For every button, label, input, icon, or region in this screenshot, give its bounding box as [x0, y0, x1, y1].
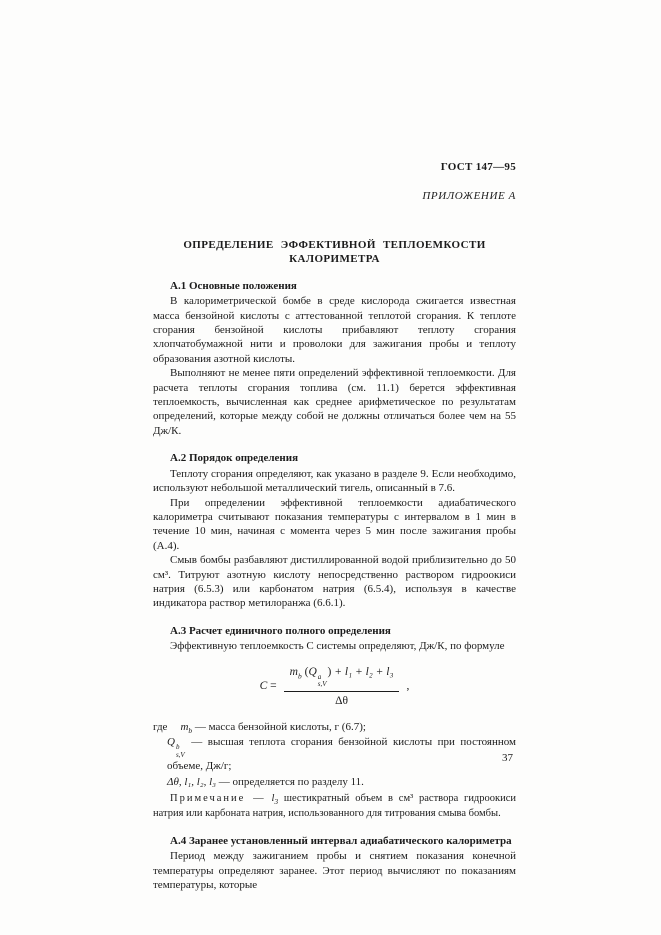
note-text: шестикратный объем в см³ раствора гидроокиси натрия или карбоната натрия, использованного для титрования смыва бомбы.: [153, 793, 517, 819]
where-term-q: Q: [167, 736, 175, 749]
where-item-q: [153, 735, 516, 773]
formula-l-terms: + l₁ + l₂ + l₃: [334, 665, 394, 678]
where-text-delta: — определяется по разделу 11.: [218, 775, 364, 788]
formula-mass-symbol: m: [289, 665, 298, 678]
paragraph-a1-1: В калориметрической бомбе в среде кислорода сжигается известная масса бензойной кислоты с аттестованной теплотой сгорания. К теплоте сгорания бензойной кислоты прибавляют теплоту сгорания хлопчатобумажной нити и проволоки для зажигания пробы и теплоту образования азотной кислоты.: [153, 295, 516, 365]
where-term-delta: Δθ, l₁, l₂, l₃: [167, 775, 217, 788]
where-term-q-superscript: b: [175, 743, 180, 752]
where-item-delta: [153, 775, 516, 789]
note-label: Примечание: [170, 793, 246, 805]
formula-paren-close: ): [327, 665, 332, 678]
where-term-mass: m: [180, 720, 189, 733]
where-label: где: [153, 720, 168, 733]
section-heading-a3: А.3 Расчет единичного полного определения: [170, 624, 391, 637]
where-term-q-subscript: s,V: [175, 750, 185, 759]
where-term-mass-subscript: b: [188, 726, 193, 736]
paragraph-a4-1: Период между зажиганием пробы и снятием показания конечной температуры определяют заранее. Этот период вычисляют по показаниям температуры, которые: [153, 850, 516, 892]
page-title: ОПРЕДЕЛЕНИЕ ЭФФЕКТИВНОЙ ТЕПЛОЕМКОСТИ КАЛОРИМЕТРА: [183, 238, 486, 265]
formula-q-subscript: s,V: [317, 680, 327, 689]
formula-variable-c: C: [259, 680, 268, 693]
formula-q-scripts: [318, 674, 327, 689]
where-item-mass: [153, 720, 516, 734]
note-dash: —: [253, 793, 264, 805]
formula-mass-subscript: b: [297, 670, 302, 680]
formula-equals-sign: =: [270, 680, 277, 693]
note-paragraph: [153, 792, 516, 821]
section-heading-a2: А.2 Порядок определения: [170, 452, 299, 465]
formula-q-superscript: a: [317, 672, 322, 681]
doc-reference: ГОСТ 147—95: [440, 161, 516, 173]
paragraph-a3-intro: Эффективную теплоемкость С системы определяют, Дж/К, по формуле: [170, 640, 505, 653]
page-content: [153, 160, 516, 893]
formula-q-symbol: Q: [308, 665, 317, 678]
where-term-q-scripts: [176, 744, 185, 759]
formula-effective-heat-capacity: [153, 665, 516, 708]
formula-trailing-comma: ,: [406, 680, 410, 693]
paragraph-a2-2: При определении эффективной теплоемкости адиабатического калориметра считывают показания температуры с интервалом в 1 мин в течение 10 мин, начиная с момента через 5 мин после зажигания пробы (А.4).: [153, 496, 516, 552]
section-heading-a1: А.1 Основные положения: [170, 279, 297, 292]
formula-denominator: Δθ: [335, 694, 349, 707]
formula-numerator: [284, 665, 400, 692]
formula-paren-open: (: [304, 665, 309, 678]
section-heading-a4: А.4 Заранее установленный интервал адиабатического калориметра: [170, 835, 512, 847]
where-text-q: — высшая теплота сгорания бензойной кислоты при постоянном объеме, Дж/г;: [167, 736, 516, 773]
paragraph-a2-3: Смыв бомбы разбавляют дистиллированной водой приблизительно до 50 см³. Титруют азотную кислоту непосредственно раствором гидроокиси натрия (6.5.3) или карбонатом натрия (6.5.4), используя в качестве индикатора раствор метилоранжа (6.6.1).: [153, 554, 516, 610]
paragraph-a1-2: Выполняют не менее пяти определений эффективной теплоемкости. Для расчета теплоты сгорания топлива (см. 11.1) берется эффективная теплоемкость, вычисленная как среднее арифметическое по результатам определений, которые между собой не должны отличаться более чем на 55 Дж/К.: [153, 367, 516, 437]
note-term-subscript: 3: [274, 797, 279, 807]
page-number: 37: [502, 752, 513, 764]
where-text-mass: — масса бензойной кислоты, г (6.7);: [194, 720, 366, 733]
note-term: l: [271, 793, 275, 805]
formula-fraction: [284, 665, 400, 708]
annex-label: ПРИЛОЖЕНИЕ А: [422, 190, 516, 203]
paragraph-a2-1: Теплоту сгорания определяют, как указано в разделе 9. Если необходимо, используют небольшой металлический тигель, описанный в 7.6.: [153, 467, 516, 495]
formula-lhs: [260, 679, 277, 693]
